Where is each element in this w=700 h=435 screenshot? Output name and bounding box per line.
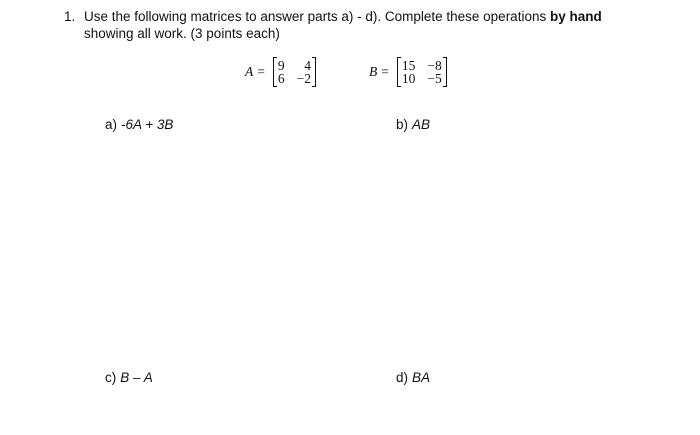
matrix-a-definition xyxy=(245,55,320,89)
part-a xyxy=(105,117,173,132)
part-c-label: c) xyxy=(105,370,117,385)
part-c-expression: B – A xyxy=(120,370,153,385)
matrix-b-cell: 10 xyxy=(401,71,416,86)
matrix-b-definition xyxy=(369,55,451,89)
question-line-2: showing all work. (3 points each) xyxy=(84,26,280,41)
part-d xyxy=(396,370,430,385)
matrix-b-cell: −8 xyxy=(427,58,442,73)
matrix-b-cell: −5 xyxy=(427,71,442,86)
matrix-b-grid xyxy=(401,59,443,85)
part-d-expression: BA xyxy=(412,370,431,385)
part-b xyxy=(396,117,430,132)
part-a-expression: -6A + 3B xyxy=(121,117,174,132)
matrix-a-grid xyxy=(277,59,312,85)
matrix-a-cell: 4 xyxy=(304,58,311,73)
question-line-1 xyxy=(64,9,602,24)
matrix-a-right-bracket xyxy=(312,57,316,87)
question-text-prefix: Use the following matrices to answer parts a) - d). Complete these operations xyxy=(84,9,550,24)
question-number: 1. xyxy=(64,9,76,24)
matrix-a-cell: 9 xyxy=(277,58,285,73)
part-c xyxy=(105,370,153,385)
part-d-label: d) xyxy=(396,370,409,385)
matrix-a-name: A xyxy=(245,64,254,79)
question-emphasis: by hand xyxy=(549,9,602,24)
matrix-b-equals: = xyxy=(381,64,389,79)
part-a-label: a) xyxy=(105,117,118,132)
matrix-b-cell: 15 xyxy=(401,58,416,73)
matrix-a-equals: = xyxy=(257,64,265,79)
matrix-a-cell: 6 xyxy=(277,71,285,86)
part-b-expression: AB xyxy=(412,117,431,132)
matrix-b-right-bracket xyxy=(443,57,447,87)
matrix-b xyxy=(393,57,451,87)
matrix-b-name: B xyxy=(369,64,378,79)
matrix-a-cell: −2 xyxy=(296,71,311,86)
part-b-label: b) xyxy=(396,117,409,132)
matrix-a xyxy=(269,57,320,87)
